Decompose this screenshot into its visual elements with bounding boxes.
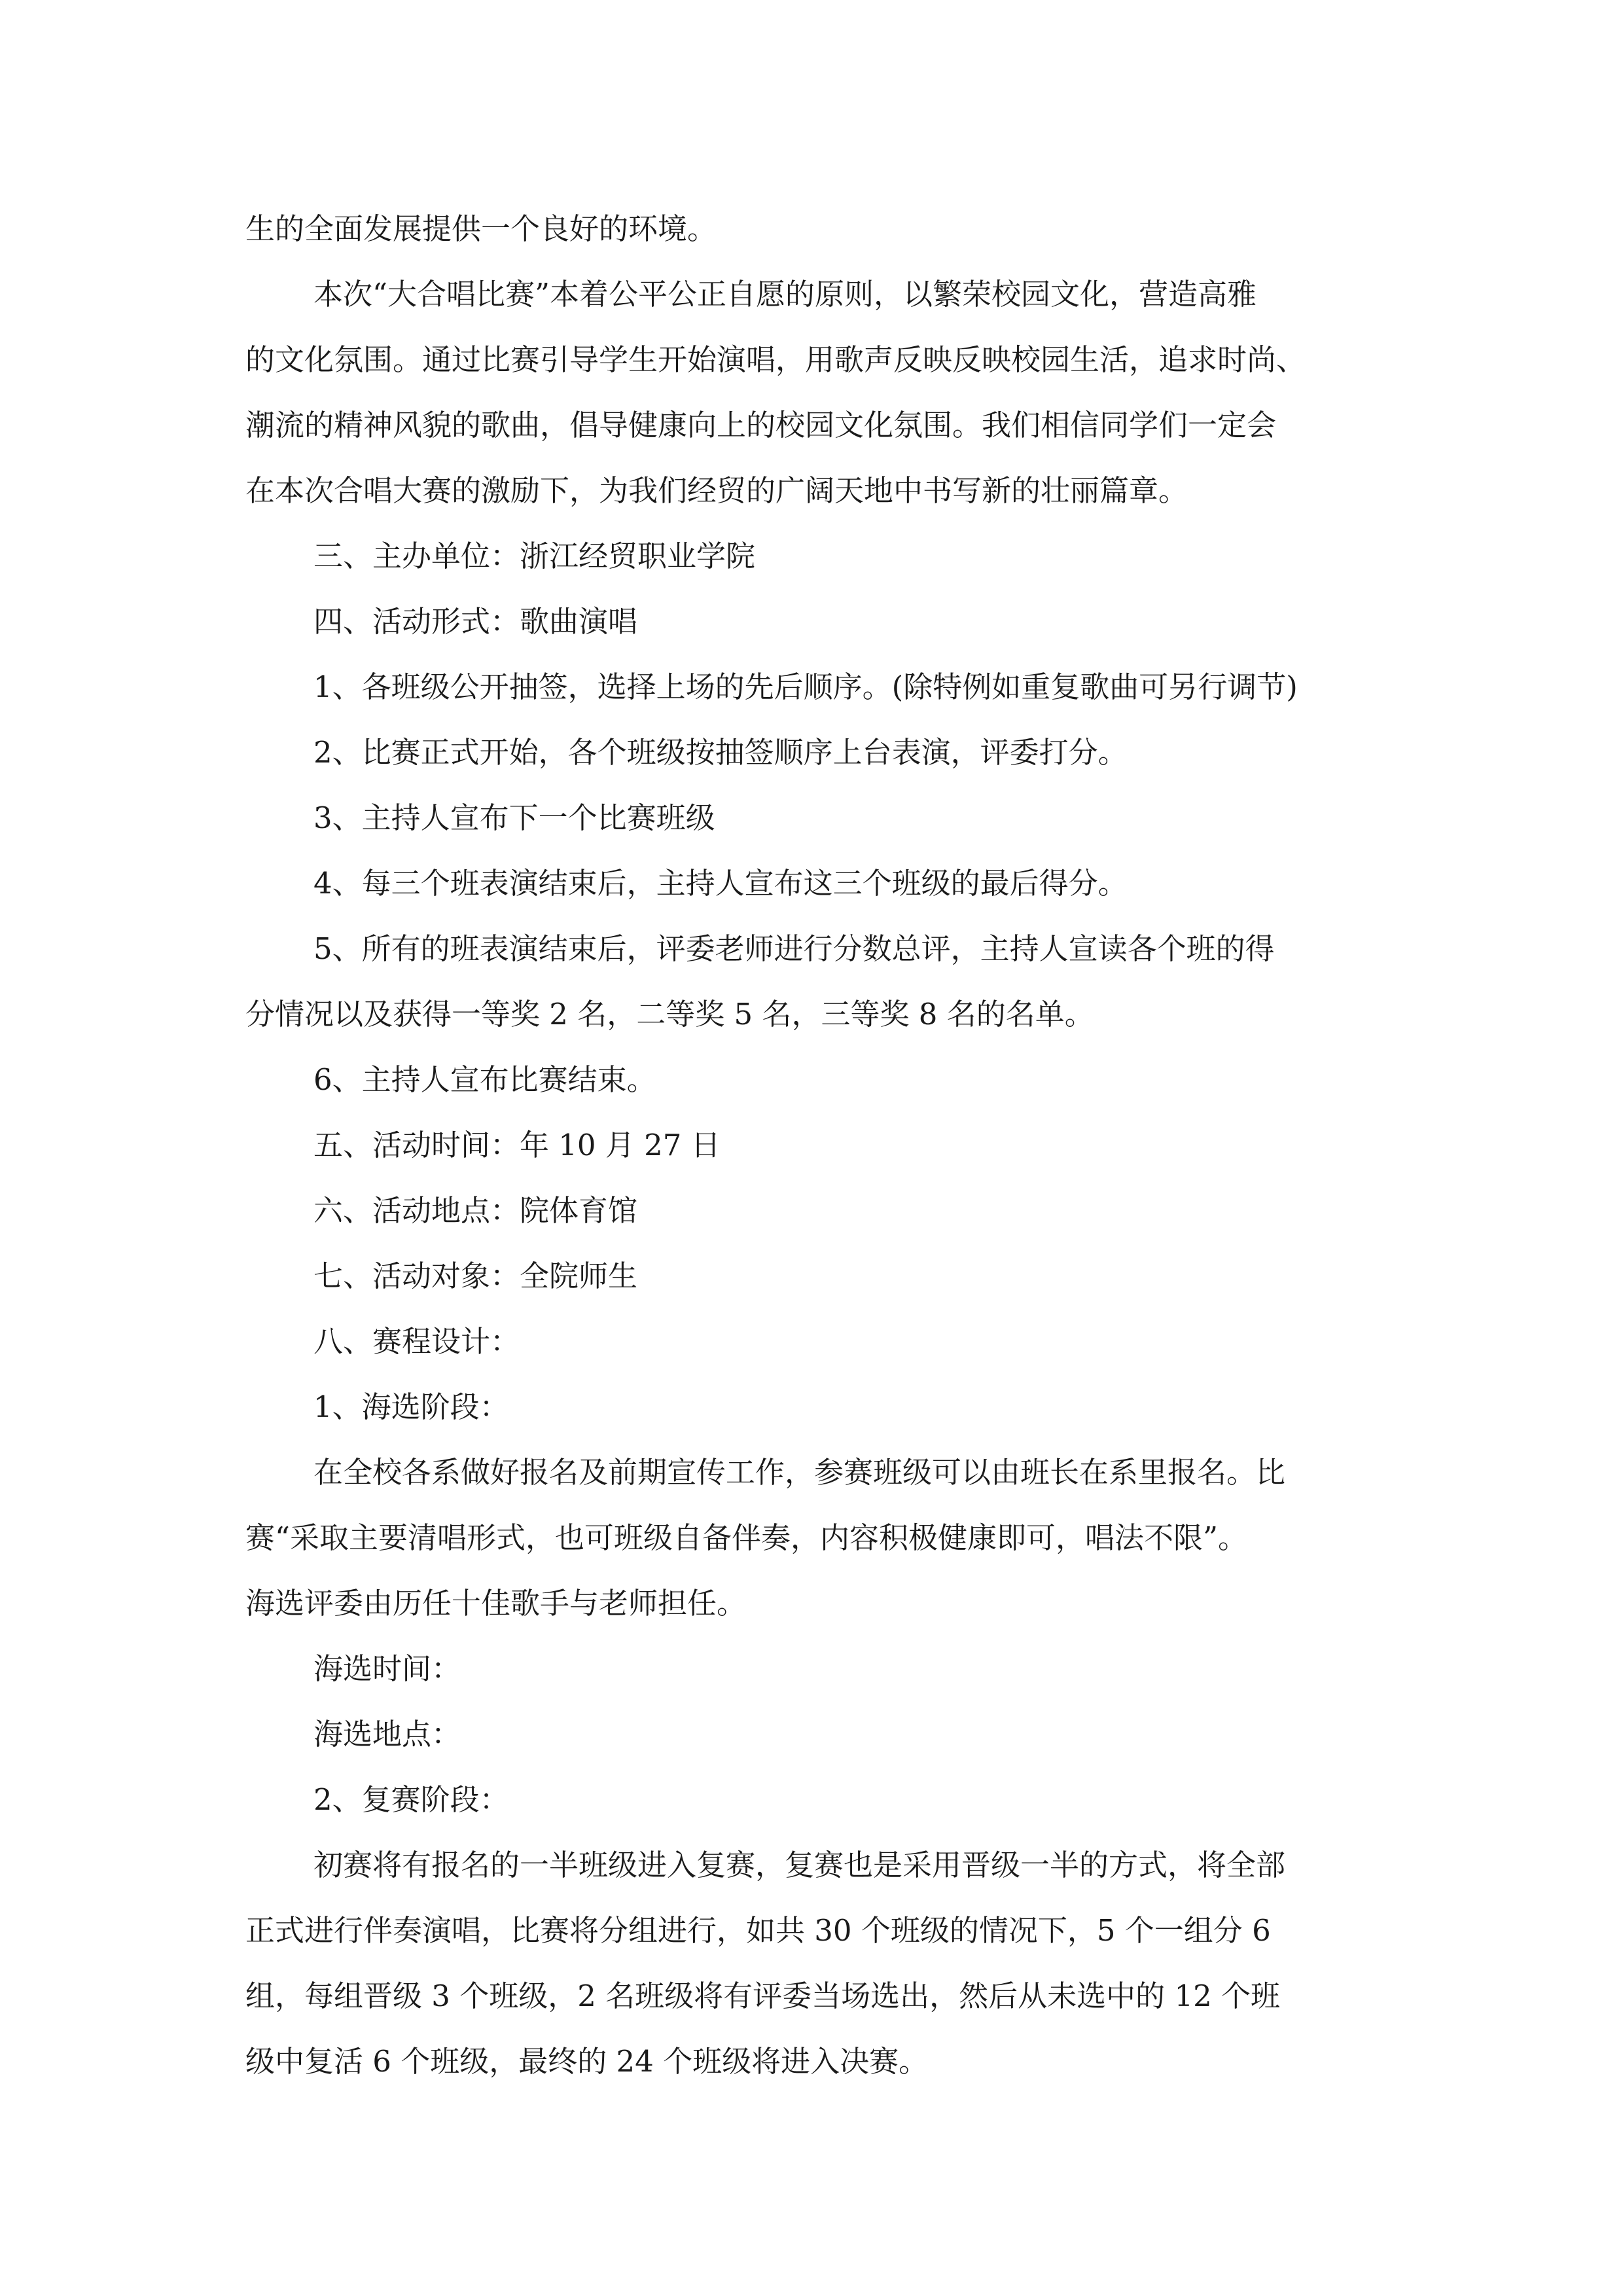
section-heading: 八、赛程设计： bbox=[313, 1324, 520, 1359]
text-line: 海选时间： bbox=[313, 1651, 461, 1686]
list-item: 4、每三个班表演结束后，主持人宣布这三个班级的最后得分。 bbox=[313, 866, 1128, 901]
text-line: 组，每组晋级 3 个班级，2 名班级将有评委当场选出，然后从未选中的 12 个班 bbox=[245, 1979, 1281, 2013]
list-item: 5、所有的班表演结束后，评委老师进行分数总评，主持人宣读各个班的得 bbox=[313, 931, 1275, 966]
text-line: 在全校各系做好报名及前期宣传工作，参赛班级可以由班长在系里报名。比 bbox=[313, 1455, 1286, 1490]
text-line: 级中复活 6 个班级，最终的 24 个班级将进入决赛。 bbox=[245, 2044, 929, 2079]
list-item: 2、比赛正式开始，各个班级按抽签顺序上台表演，评委打分。 bbox=[313, 735, 1128, 770]
text-line: 本次“大合唱比赛”本着公平公正自愿的原则，以繁荣校园文化，营造高雅 bbox=[313, 277, 1257, 312]
list-item: 2、复赛阶段： bbox=[313, 1782, 509, 1817]
list-item: 1、各班级公开抽签，选择上场的先后顺序。(除特例如重复歌曲可另行调节) bbox=[313, 670, 1298, 704]
text-line: 的文化氛围。通过比赛引导学生开始演唱，用歌声反映反映校园生活，追求时尚、 bbox=[245, 342, 1306, 377]
section-heading: 六、活动地点：院体育馆 bbox=[313, 1193, 638, 1228]
list-item: 3、主持人宣布下一个比赛班级 bbox=[313, 800, 715, 835]
text-line: 海选评委由历任十佳歌手与老师担任。 bbox=[245, 1586, 747, 1621]
text-line: 海选地点： bbox=[313, 1717, 461, 1751]
list-item: 1、海选阶段： bbox=[313, 1390, 509, 1424]
text-line: 生的全面发展提供一个良好的环境。 bbox=[245, 211, 717, 246]
text-line: 赛“采取主要清唱形式，也可班级自备伴奏，内容积极健康即可，唱法不限”。 bbox=[245, 1520, 1248, 1555]
text-line: 在本次合唱大赛的激励下，为我们经贸的广阔天地中书写新的壮丽篇章。 bbox=[245, 473, 1188, 508]
text-line: 初赛将有报名的一半班级进入复赛，复赛也是采用晋级一半的方式，将全部 bbox=[313, 1848, 1286, 1882]
text-line: 正式进行伴奏演唱，比赛将分组进行，如共 30 个班级的情况下，5 个一组分 6 bbox=[245, 1913, 1271, 1948]
section-heading: 七、活动对象：全院师生 bbox=[313, 1259, 638, 1293]
section-heading: 三、主办单位：浙江经贸职业学院 bbox=[313, 539, 756, 573]
section-heading: 五、活动时间：年 10 月 27 日 bbox=[313, 1128, 721, 1162]
body-text bbox=[245, 196, 1384, 2094]
section-heading: 四、活动形式：歌曲演唱 bbox=[313, 604, 638, 639]
text-line: 潮流的精神风貌的歌曲，倡导健康向上的校园文化氛围。我们相信同学们一定会 bbox=[245, 408, 1277, 442]
list-item: 6、主持人宣布比赛结束。 bbox=[313, 1062, 656, 1097]
text-line: 分情况以及获得一等奖 2 名，二等奖 5 名，三等奖 8 名的名单。 bbox=[245, 997, 1094, 1031]
